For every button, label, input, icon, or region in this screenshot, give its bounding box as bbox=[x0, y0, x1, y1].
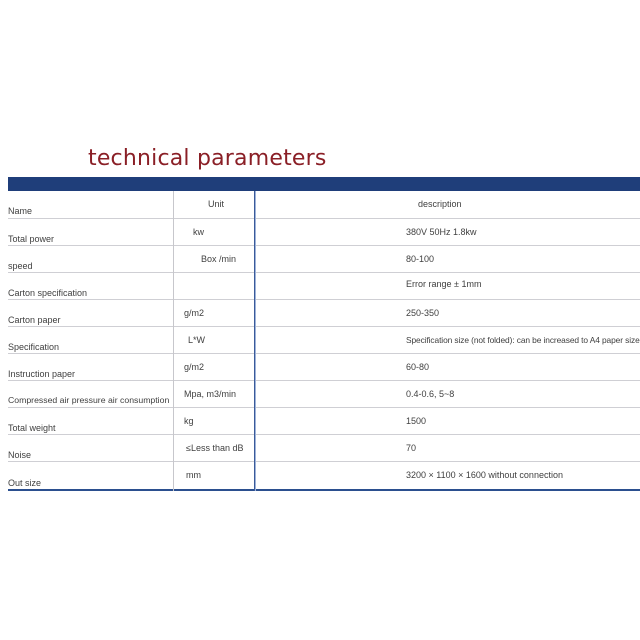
row-name: speed bbox=[8, 261, 33, 271]
row-unit: mm bbox=[186, 470, 201, 480]
row-name: Carton specification bbox=[8, 288, 88, 298]
column-divider bbox=[255, 191, 256, 491]
page-title: technical parameters bbox=[88, 146, 327, 171]
table-header-row bbox=[8, 191, 640, 219]
row-name: Instruction paper bbox=[8, 369, 76, 379]
table-row bbox=[8, 381, 640, 408]
row-unit: g/m2 bbox=[184, 362, 205, 372]
table-row bbox=[8, 219, 640, 246]
header-bar bbox=[8, 177, 640, 191]
row-description: 250-350 bbox=[406, 308, 440, 318]
row-name: Total weight bbox=[8, 423, 56, 433]
row-name: Carton paper bbox=[8, 315, 61, 325]
row-name: Out size bbox=[8, 478, 42, 488]
table-row bbox=[8, 354, 640, 381]
row-name: Compressed air pressure air consumption bbox=[8, 395, 170, 405]
table-row bbox=[8, 462, 640, 491]
table-row bbox=[8, 246, 640, 273]
header-unit: Unit bbox=[208, 199, 225, 209]
row-name: Total power bbox=[8, 234, 55, 244]
column-divider bbox=[173, 191, 174, 491]
row-unit: ≤Less than dB bbox=[186, 443, 244, 453]
row-unit: g/m2 bbox=[184, 308, 205, 318]
row-description: Specification size (not folded): can be increased to A4 paper size bbox=[406, 335, 640, 345]
table-row bbox=[8, 273, 640, 300]
row-unit: Mpa, m3/min bbox=[184, 389, 237, 399]
row-description: 60-80 bbox=[406, 362, 430, 372]
row-unit: kg bbox=[184, 416, 194, 426]
row-description: Error range ± 1mm bbox=[406, 279, 482, 289]
table-row bbox=[8, 435, 640, 462]
header-description: description bbox=[418, 199, 462, 209]
table-row bbox=[8, 300, 640, 327]
header-name: Name bbox=[8, 206, 33, 216]
row-description: 0.4-0.6, 5~8 bbox=[406, 389, 455, 399]
parameters-table bbox=[8, 191, 640, 491]
row-unit: L*W bbox=[188, 335, 206, 345]
table-row bbox=[8, 327, 640, 354]
row-name: Specification bbox=[8, 342, 60, 352]
row-description: 1500 bbox=[406, 416, 427, 426]
row-unit: kw bbox=[193, 227, 204, 237]
row-name: Noise bbox=[8, 450, 32, 460]
row-description: 70 bbox=[406, 443, 417, 453]
row-description: 380V 50Hz 1.8kw bbox=[406, 227, 477, 237]
row-unit: Box /min bbox=[201, 254, 237, 264]
row-description: 80-100 bbox=[406, 254, 435, 264]
table-row bbox=[8, 408, 640, 435]
row-description: 3200 × 1100 × 1600 without connection bbox=[406, 470, 563, 480]
